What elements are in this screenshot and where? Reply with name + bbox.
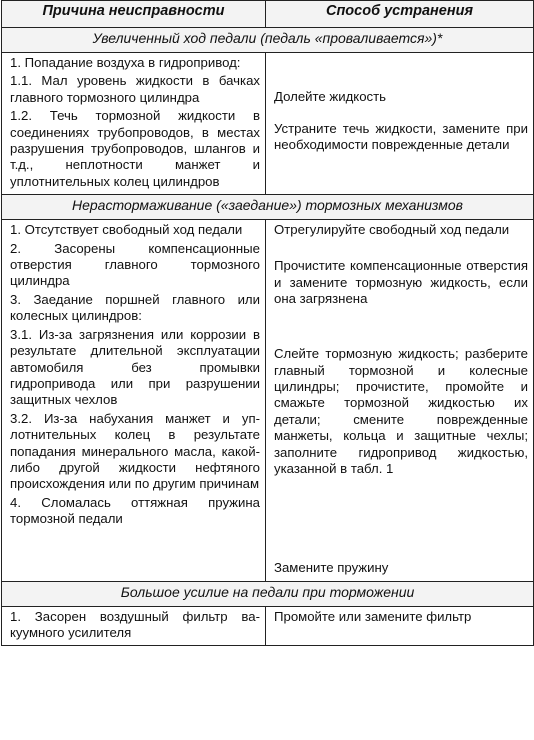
remedy-cell bbox=[266, 53, 534, 195]
cause-item: 3.1. Из-за загрязнения или коррозии в результате длительной эксплуатации автомобиля без промывки гидропривода или при разрушении защитных чехлов bbox=[10, 326, 260, 408]
remedy-spacer bbox=[274, 310, 528, 344]
section-row bbox=[2, 28, 534, 53]
cause-item: 1. Отсутствует свободный ход педали bbox=[10, 222, 243, 238]
remedy-item: Прочистите компенсационные отверстия и замените тормозную жидкость, если она загрязнена bbox=[274, 258, 528, 307]
remedy-item: Замените пружину bbox=[274, 560, 389, 576]
header-remedy: Способ устранения bbox=[266, 1, 534, 28]
table-row bbox=[2, 220, 534, 581]
cause-item: 3. Заедание поршней главного или колесных цилиндров: bbox=[10, 291, 260, 324]
fault-table bbox=[1, 0, 534, 646]
cause-item: 2. Засорены компенсационные отверстия главного тормозного цилиндра bbox=[10, 240, 260, 289]
cause-item: 1. Засорен воздушный фильтр вакуумного усилителя bbox=[10, 608, 260, 641]
section-title: Большое усилие на педали при торможении bbox=[2, 581, 534, 606]
table-row bbox=[2, 53, 534, 195]
cause-item: 3.2. Из-за набухания манжет и уплотнительных колец в результате попадания минерального масла, какой-либо другой жидкости нефтяного происхождения или по другим причинам bbox=[10, 410, 260, 492]
table-header-row bbox=[2, 1, 534, 28]
section-row bbox=[2, 195, 534, 220]
section-title: Нерастормаживание («заедание») тормозных механизмов bbox=[2, 195, 534, 220]
remedy-item: Долейте жидкость bbox=[274, 89, 387, 104]
cause-cell bbox=[2, 53, 266, 195]
remedy-item: Слейте тормозную жидкость; разберите главный тормозной и колесные цилиндры; прочистите, промойте и смажьте тормозной жидкостью их детали; смените поврежденные манжеты, кольца и защитные чехлы; заполните гидропривод жидкостью, указанной в табл. 1 bbox=[274, 346, 528, 477]
cause-item: 1.1. Мал уровень жидкости в бачках главного тормозного цилиндра bbox=[10, 73, 260, 105]
cause-item: 1.2. Течь тормозной жидкости в соединениях трубопроводов, в местах разрушения трубопроводов, шлангов и т.д., неплотности манжет и уплотнительных колец цилиндров bbox=[10, 108, 260, 189]
table-row bbox=[2, 606, 534, 646]
remedy-cell bbox=[266, 606, 534, 646]
cause-cell bbox=[2, 606, 266, 646]
remedy-item: Промойте или замените фильтр bbox=[274, 608, 472, 624]
remedy-item: Отрегулируйте свободный ход педали bbox=[274, 222, 510, 238]
header-cause: Причина неисправности bbox=[2, 1, 266, 28]
cause-item: 1. Попадание воздуха в гидропривод: bbox=[10, 55, 241, 70]
remedy-spacer bbox=[274, 55, 528, 87]
remedy-item: Устраните течь жидкости, замените при необходимости поврежденные детали bbox=[274, 121, 528, 153]
section-row bbox=[2, 581, 534, 606]
remedy-cell bbox=[266, 220, 534, 581]
cause-cell bbox=[2, 220, 266, 581]
section-title: Увеличенный ход педали (педаль «проваливается»)* bbox=[2, 28, 534, 53]
cause-item: 4. Сломалась оттяжная пружина тормозной педали bbox=[10, 494, 260, 527]
